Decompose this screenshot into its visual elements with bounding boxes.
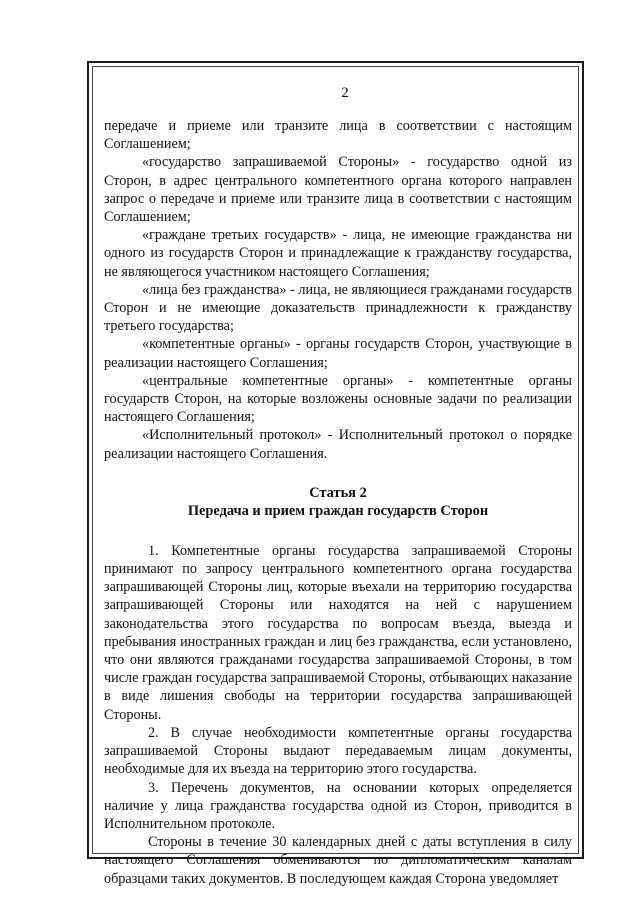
definition-central-competent-authorities: «центральные компетентные органы» - компетентные органы государств Сторон, на которые возложены основные задачи по реализации настоящего Соглашения; [104,372,572,426]
document-body [104,117,572,888]
article-title: Передача и прием граждан государств Сторон [187,502,489,519]
definition-competent-authorities: «компетентные органы» - органы государств Сторон, участвующие в реализации настоящего Соглашения; [104,336,572,371]
definition-implementing-protocol: «Исполнительный протокол» - Исполнительный протокол о порядке реализации настоящего Соглашения. [104,427,572,462]
definition-continuation: передаче и приеме или транзите лица в соответствии с настоящим Соглашением; [104,118,572,153]
article-paragraph-4: Стороны в течение 30 календарных дней с даты вступления в силу настоящего Соглашения обмениваются по дипломатическим каналам образцами таких документов. В последующем каждая Сторона уведомляет [104,834,572,887]
article-paragraph-3: 3. Перечень документов, на основании которых определяется наличие у лица гражданства государства одной из Сторон, приводится в Исполнительном протоколе. [104,779,572,832]
article-paragraph-2: 2. В случае необходимости компетентные органы государства запрашиваемой Стороны выдают передаваемым лицам документы, необходимые для их въезда на территорию этого государства. [104,724,572,778]
page-number: 2 [341,85,349,101]
definition-requested-state: «государство запрашиваемой Стороны» - государство одной из Сторон, в адрес центрального компетентного органа которого направлен запрос о передаче и приеме или транзите лица в соответствии с настоящим Соглашением; [104,154,572,226]
article-number: Статья 2 [309,484,367,501]
article-paragraph-1: 1. Компетентные органы государства запрашиваемой Стороны принимают по запросу центрального компетентного органа государства запрашивающей Стороны лиц, которые въехали на территорию государства запрашивающей Стороны или находятся на ней с нарушением законодательства этого государства по вопросам въезда, выезда и пребывания иностранных граждан и лиц без гражданства, если установлено, что они являются гражданами государства запрашиваемой Стороны, в том числе граждан государства запрашиваемой Стороны, отбывающих наказание в виде лишения свободы на территории государства запрашивающей Стороны. [104,542,572,723]
definition-third-country-nationals: «граждане третьих государств» - лица, не имеющие гражданства ни одного из государств Сторон и принадлежащие к гражданству государства, не являющегося участником настоящего Соглашения; [104,227,572,280]
definition-stateless-persons: «лица без гражданства» - лица, не являющиеся гражданами государств Сторон и не имеющие доказательств принадлежности к гражданству третьего государства; [104,281,572,335]
